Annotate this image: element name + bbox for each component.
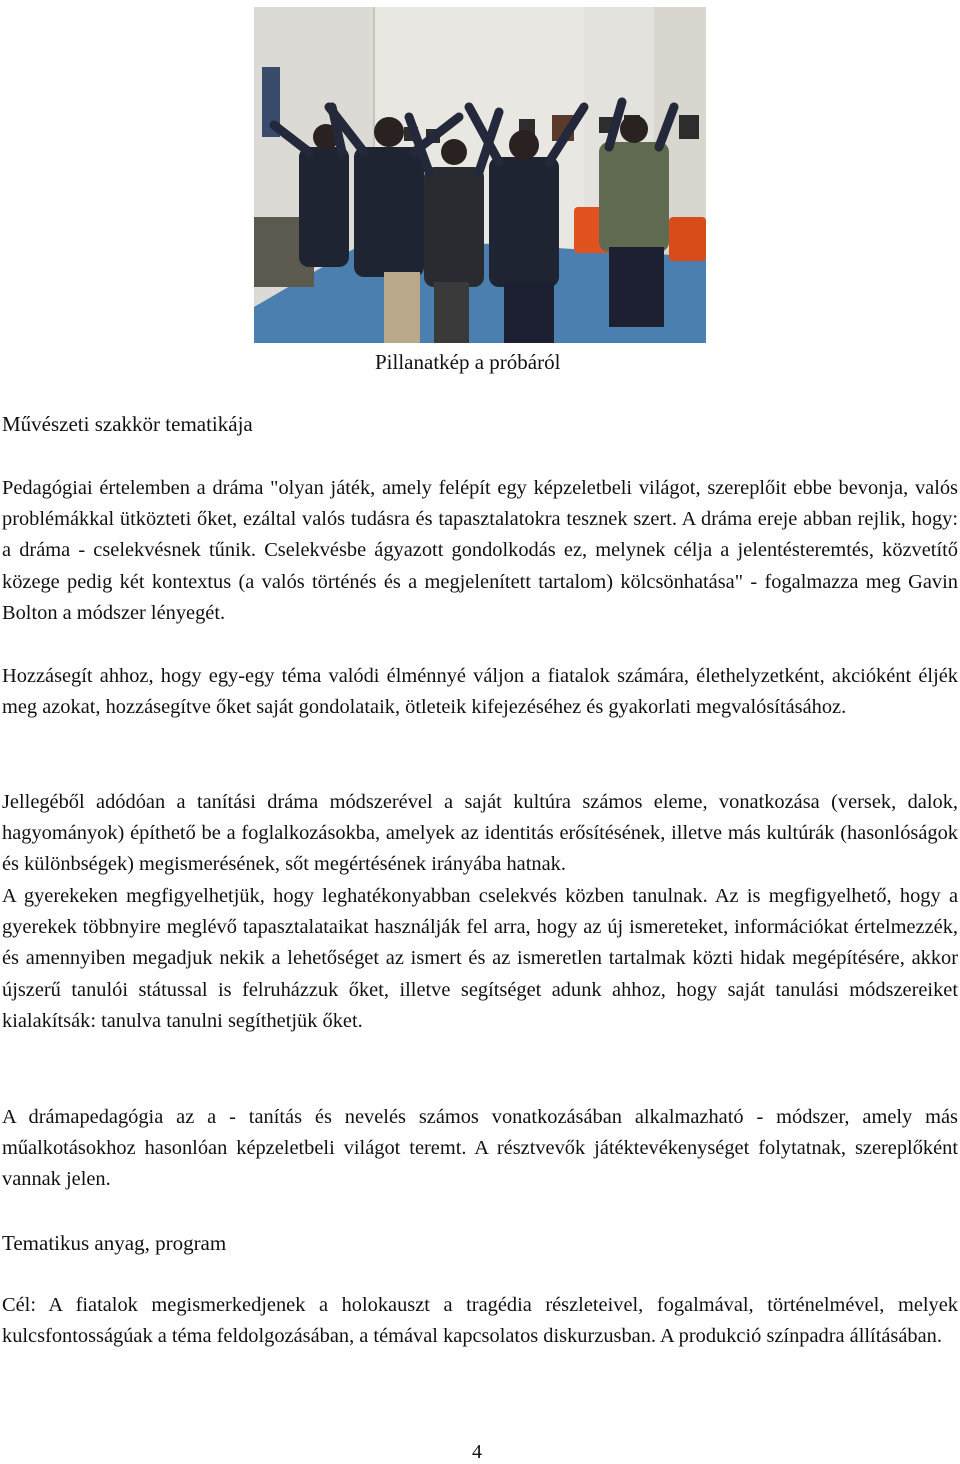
rehearsal-photo	[254, 7, 706, 343]
paragraph-learning: A gyerekeken megfigyelhetjük, hogy leghatékonyabban cselekvés közben tanulnak. Az is megfigyelhető, hogy a gyerekek többnyire meglévő tapasztalataikat használják fel arra, hogy az új ismereteket, információkat értelmezzék, és amennyiben megadjuk nekik a lehetőséget az ismert és az ismeretlen tartalmak közti hidak megépítésére, akkor újszerű tanulói státussal is felruházzuk őket, illetve segítséget adunk ahhoz, hogy saját tanulási módszereiket kialakítsák: tanulva tanulni segíthetjük őket.	[2, 885, 958, 1032]
section-title-thematic: Művészeti szakkör tematikája	[2, 412, 253, 436]
paragraph-experience: Hozzásegít ahhoz, hogy egy-egy téma valódi élménnyé váljon a fiatalok számára, élethelyzetként, akcióként éljék meg azokat, hozzásegítve őket saját gondolataik, ötleteik kifejezéséhez és gyakorlati megvalósításához.	[2, 665, 958, 719]
paragraph-culture: Jellegéből adódóan a tanítási dráma módszerével a saját kultúra számos eleme, vonatkozása (versek, dalok, hagyományok) építhető be a foglalkozásokba, amelyek az identitás erősítésének, illetve más kultúrák (hasonlóságok és különbségek) megismerésének, sőt megértésének irányába hatnak.	[2, 791, 958, 876]
paragraph-drama-definition: Pedagógiai értelemben a dráma "olyan játék, amely felépít egy képzeletbeli világot, szereplőit ebbe bevonja, valós problémákkal ütközteti őket, ezáltal valós tudásra és tapasztalatokra tesznek szert. A dráma ereje abban rejlik, hogy: a dráma - cselekvésnek tűnik. Cselekvésbe ágyazott gondolkodás ez, melynek célja a jelentésteremtés, közvetítő közege pedig két kontextus (a valós történés és a megjelenített tartalom) kölcsönhatása" - fogalmazza meg Gavin Bolton a módszer lényegét.	[2, 477, 958, 624]
page-number: 4	[472, 1441, 482, 1463]
paragraph-goal: Cél: A fiatalok megismerkedjenek a holokauszt a tragédia részleteivel, fogalmával, történelmével, melyek kulcsfontosságúak a téma feldolgozásában, a témával kapcsolatos diskurzusban. A produkció színpadra állításában.	[2, 1294, 958, 1348]
photo-caption: Pillanatkép a próbáról	[375, 350, 561, 374]
section-title-program: Tematikus anyag, program	[2, 1231, 227, 1255]
paragraph-drama-pedagogy: A drámapedagógia az a - tanítás és nevelés számos vonatkozásában alkalmazható - módszer, amely más műalkotásokhoz hasonlóan képzeletbeli világot teremt. A résztvevők játéktevékenységet folytatnak, szereplőként vannak jelen.	[2, 1106, 958, 1191]
rehearsal-photo-drawing	[254, 7, 706, 343]
